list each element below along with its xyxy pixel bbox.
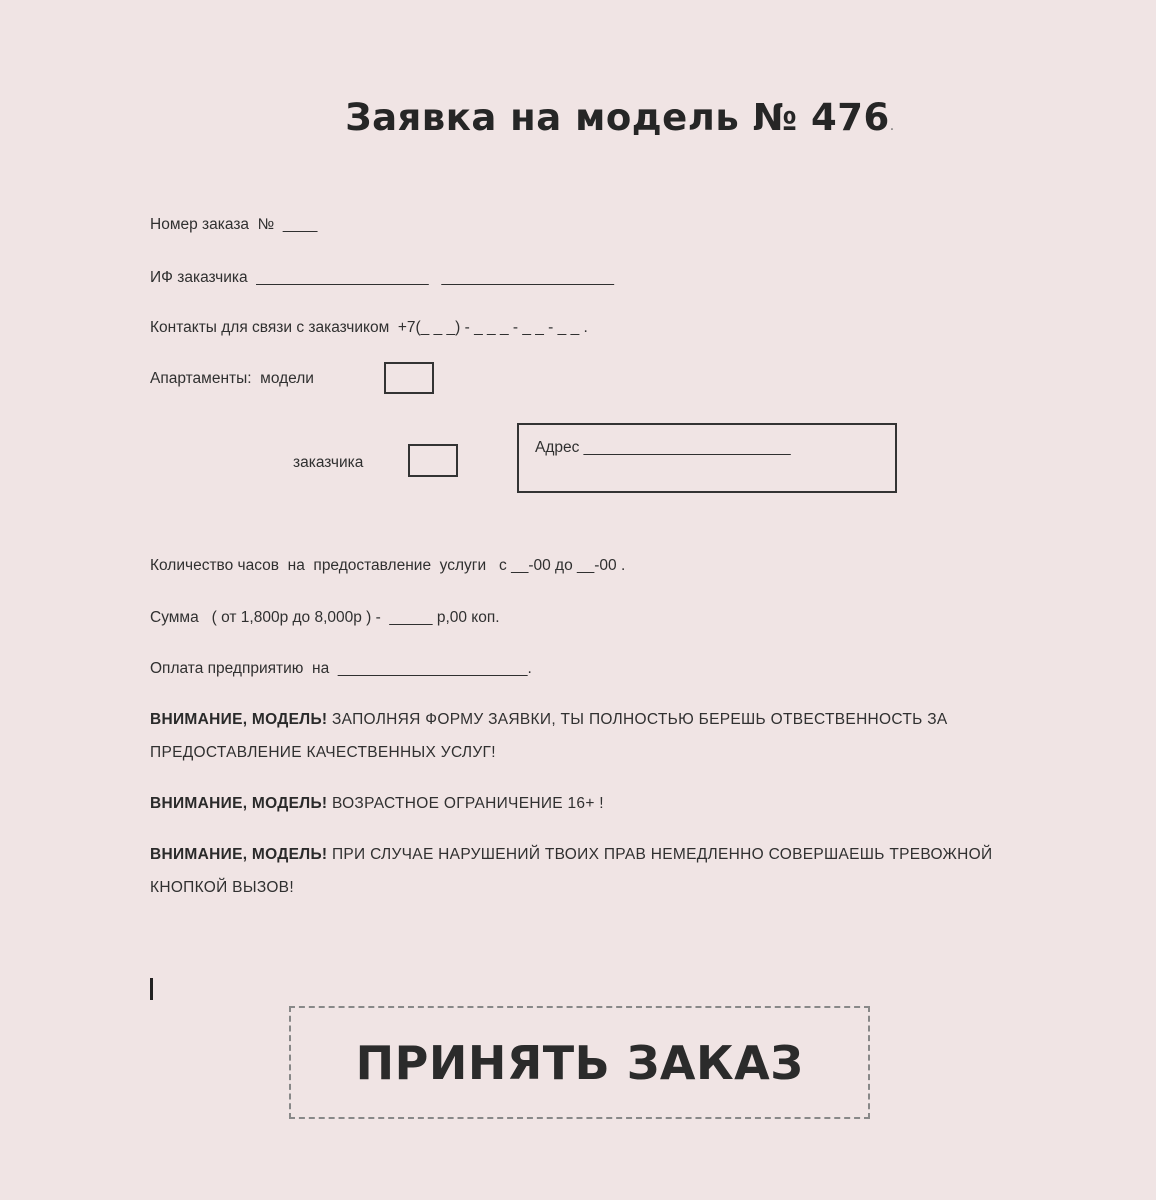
contacts-field[interactable]: Контакты для связи с заказчиком +7(_ _ _) - _ _ _ - _ _ - _ _ .: [150, 319, 588, 336]
address-box[interactable]: [517, 423, 897, 493]
apartments-customer-checkbox[interactable]: [408, 444, 458, 477]
customer-name-field[interactable]: ИФ заказчика ____________________ ____________________: [150, 269, 614, 286]
warning-age: [150, 787, 1100, 820]
order-number-field[interactable]: Номер заказа № ____: [150, 216, 318, 233]
page-title: [0, 96, 1156, 139]
sum-field[interactable]: Сумма ( от 1,800р до 8,000р ) - _____ р,00 коп.: [150, 609, 500, 626]
warning-text: ЗАПОЛНЯЯ ФОРМУ ЗАЯВКИ, ТЫ ПОЛНОСТЬЮ БЕРЕШЬ ОТВЕСТВЕННОСТЬ ЗА ПРЕДОСТАВЛЕНИЕ КАЧЕСТВЕННЫХ УСЛУГ!: [150, 711, 948, 761]
warning-text: ПРИ СЛУЧАЕ НАРУШЕНИЙ ТВОИХ ПРАВ НЕМЕДЛЕННО СОВЕРШАЕШЬ ТРЕВОЖНОЙ КНОПКОЙ ВЫЗОВ!: [150, 846, 993, 896]
title-dot: .: [889, 118, 895, 134]
hours-field[interactable]: Количество часов на предоставление услуги с __-00 до __-00 .: [150, 557, 626, 574]
warning-text: ВОЗРАСТНОЕ ОГРАНИЧЕНИЕ 16+ !: [327, 795, 604, 812]
warning-alarm: [150, 838, 1030, 904]
title-text: Заявка на модель № 476: [345, 96, 890, 139]
accept-order-button[interactable]: ПРИНЯТЬ ЗАКАЗ: [289, 1006, 870, 1119]
payment-field[interactable]: Оплата предприятию на ______________________.: [150, 660, 532, 677]
text-cursor: [150, 978, 153, 1000]
warning-prefix: ВНИМАНИЕ, МОДЕЛЬ!: [150, 795, 328, 812]
warning-quality: [150, 703, 1100, 769]
warning-prefix: ВНИМАНИЕ, МОДЕЛЬ!: [150, 711, 328, 728]
address-field[interactable]: Адрес ________________________: [535, 439, 791, 456]
customer-apartments-label: заказчика: [293, 454, 364, 471]
apartments-label: Апартаменты: модели: [150, 370, 314, 387]
apartments-model-checkbox[interactable]: [384, 362, 434, 394]
warning-prefix: ВНИМАНИЕ, МОДЕЛЬ!: [150, 846, 328, 863]
